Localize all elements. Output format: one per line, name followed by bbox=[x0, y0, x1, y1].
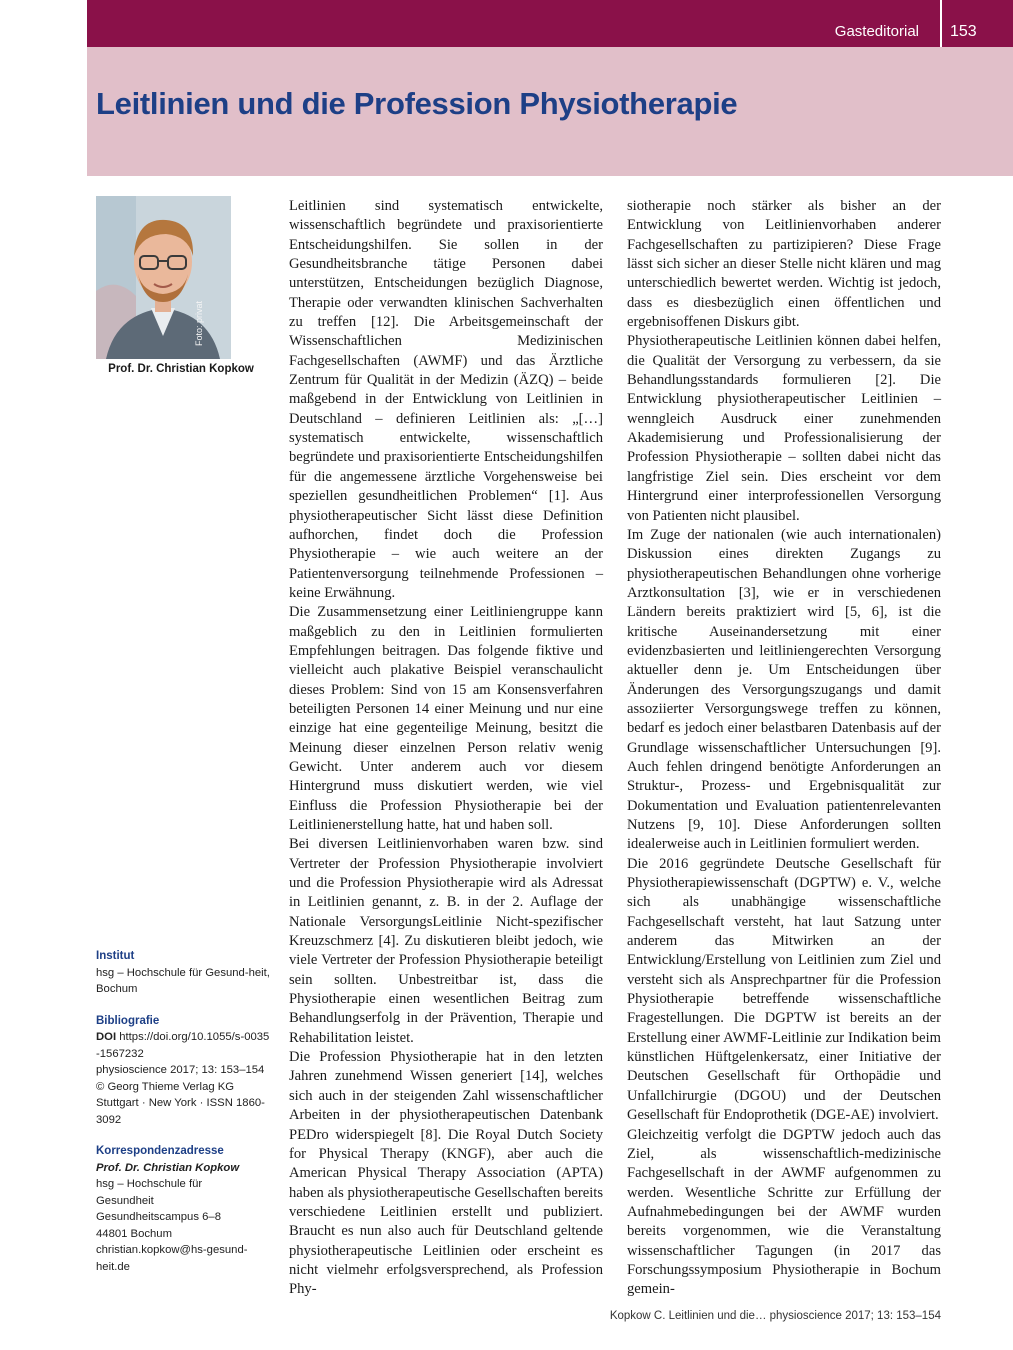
paragraph: Gleichzeitig verfolgt die DGPTW jedoch auch das Ziel, als wissenschaftlich-medizinische Fachgesellschaft in der AWMF aufgenommen zu werden. Wesentliche Schritte zur Erfüllung der Aufnahmebedingungen bei der AWMF wurden bereits vorgenommen, wie die Veranstaltung wissenschaftlicher Tagungen (in 2017 das Forschungssymposium Physiotherapie in Bochum gemein- bbox=[627, 1126, 941, 1298]
doi-link[interactable]: https://doi.org/10.1055/s-0035-1567232 bbox=[96, 1031, 270, 1060]
citation-text: physioscience 2017; 13: 153–154 © Georg Thieme Verlag KG Stuttgart · New York · ISSN 1860-3092 bbox=[96, 1064, 265, 1126]
author-name: Prof. Dr. Christian Kopkow bbox=[96, 1161, 240, 1174]
address-line: Gesundheitscampus 6–8 bbox=[96, 1211, 221, 1223]
paragraph: Leitlinien sind systematisch entwickelte, wissenschaftlich begründete und praxisorientierte Entscheidungshilfen. Sie sollen in der Gesundheitsbranche tätige Personen dabei unterstützen, Entscheidungen bezüglich Diagnose, Therapie oder verwandten klinischen Sachverhalten zu treffen [12]. Die Arbeitsgemeinschaft der Wissenschaftlichen Medizinischen Fachgesellschaften (AWMF) und das Ärztliche Zentrum für Qualität in der Medizin (ÄZQ) – beide maßgebend in der Entwicklung von Leitlinien in Deutschland – definieren Leitlinien als: „[…] systematisch entwickelte, wissenschaftlich begründete und praxisorientierte Entscheidungshilfen für die angemessene ärztliche Vorgehensweise bei speziellen gesundheitlichen Problemen“ [1]. Aus physiotherapeutischer Sicht lässt diese Definition aufhorchen, findet doch die Profession Physiotherapie – wie auch weitere an der Patientenversorgung teilnehmende Professionen – keine Erwähnung. bbox=[289, 198, 603, 601]
header-divider bbox=[940, 0, 942, 47]
author-photo bbox=[96, 196, 231, 359]
body-column-left bbox=[289, 197, 603, 1300]
photo-caption: Prof. Dr. Christian Kopkow bbox=[108, 363, 254, 375]
photo-credit: Foto: privat bbox=[194, 300, 204, 346]
institute-text: hsg – Hochschule für Gesund-heit, Bochum bbox=[96, 966, 270, 995]
section-label: Gasteditorial bbox=[834, 23, 919, 40]
paragraph: Die 2016 gegründete Deutsche Gesellschaft für Physiotherapiewissenschaft (DGPTW) e. V., welche sich als unabhängige wissenschaftliche Fachgesellschaft versteht, hat laut Satzung unter anderem das Mitwirken an der Entwicklung/Erstellung von Leitlinien zum Ziel und versteht sich als Ansprechpartner für die Profession Physiotherapie betreffende wissenschaftliche Fragestellungen. Die DGPTW ist bereits an der Erstellung einer AWMF-Leitlinie zur Indikation beim künstlichen Hüftgelenkersatz, einer Initiative der Deutschen Gesellschaft für Orthopädie und Unfallchirurgie (DGOU) und der Deutschen Gesellschaft für Endoprothetik (DGE-AE) involviert. bbox=[627, 855, 941, 1124]
page-number: 153 bbox=[950, 23, 977, 40]
institute-heading: Institut bbox=[96, 950, 135, 962]
address-line: 44801 Bochum bbox=[96, 1227, 172, 1240]
paragraph: Im Zuge der nationalen (wie auch internationalen) Diskussion eines direkten Zugangs zu physiotherapeutischen Behandlungen ohne vorherige Arztkonsultation [3], wie er in verschiedenen Ländern bereits praktiziert wird [5, 6], ist die kritische Auseinandersetzung mit einer evidenzbasierten und leitliniengerechten Versorgung aktueller denn je. Um Entscheidungen über Änderungen des Versorgungszugangs und damit assoziierter Versorgungswege treffen zu können, bedarf es jedoch einer belastbaren Datenbasis auf der Grundlage wissenschaftlicher Untersuchungen [9]. Auch fehlen dringend benötigte Anforderungen an Struktur-, Prozess- und Ergebnisqualität zur Dokumentation und Evaluation patientenrelevanten Nutzens [9, 10]. Diese Anforderungen sollten idealerweise auch in Leitlinien formuliert werden. bbox=[627, 526, 941, 853]
paragraph: Physiotherapeutische Leitlinien können dabei helfen, die Qualität der Versorgung zu verbessern, da sie Behandlungsstandards formulieren [2]. Die Entwicklung physiotherapeutischer Leitlinien – wenngleich Ausdruck einer zunehmenden Akademisierung und Professionalisierung der Profession Physiotherapie – sollten dabei nicht das langfristige Ziel sein. Dies erscheint vor dem Hintergrund einer interprofessionellen Versorgung von Patienten nicht plausibel. bbox=[627, 333, 941, 524]
address-line: Gesundheit bbox=[96, 1194, 154, 1207]
email-link[interactable]: christian.kopkow@hs-gesund-heit.de bbox=[96, 1244, 248, 1273]
paragraph: Die Profession Physiotherapie hat in den letzten Jahren zunehmend Wissen generiert [14], welches sich auch in der steigenden Zahl wissenschaftlicher Arbeiten in der physiotherapeutischen Datenbank PEDro widerspiegelt [8]. Die Royal Dutch Society for Physical Therapy (KNGF), aber auch die American Physical Therapy Association (APTA) haben als physiotherapeutische Gesellschaften bereits verschiedene Leitlinien erstellt und publiziert. Braucht es nun also auch für Deutschland geltende physiotherapeutische Leitlinien oder erscheint es nicht vielmehr erfolgsversprechend, als Profession Phy- bbox=[289, 1049, 603, 1298]
page-footer: Kopkow C. Leitlinien und die… physioscience 2017; 13: 153–154 bbox=[609, 1310, 941, 1322]
doi-label: DOI bbox=[96, 1031, 117, 1043]
article-title: Leitlinien und die Profession Physiotherapie bbox=[96, 86, 738, 121]
correspondence-block bbox=[96, 1143, 271, 1275]
correspondence-heading: Korrespondenzadresse bbox=[96, 1145, 224, 1157]
bibliography-block bbox=[96, 1013, 271, 1129]
paragraph: Die Zusammensetzung einer Leitliniengruppe kann maßgeblich zu den in Leitlinien formulierten Empfehlungen beitragen. Das folgende fiktive und vielleicht auch plakative Beispiel veranschaulicht dieses Problem: Sind von 15 am Konsensverfahren beteiligten Personen 14 einer Meinung und nur eine einzige hat eine gegenteilige Meinung, besitzt die Meinung dieser einzelnen Person relativ wenig Gewicht. Unter anderem auch vor diesem Hintergrund muss diskutiert werden, wie viel Einfluss die Profession Physiotherapie bei der Leitlinienerstellung hatte, hat und haben soll. bbox=[289, 604, 603, 833]
doi-line bbox=[96, 1029, 271, 1062]
article-info-sidebar bbox=[96, 948, 271, 1290]
address-line: hsg – Hochschule für bbox=[96, 1178, 203, 1190]
paragraph: siotherapie noch stärker als bisher an der Entwicklung von Leitlinienvorhaben anderer Fachgesellschaften zu partizipieren? Diese Frage lässt sich sicher an dieser Stelle nicht klären und mag unterschiedlich bewertet werden. Wichtig ist jedoch, dass es diesbezüglich einen öffentlichen und ergebnisoffenen Diskurs gibt. bbox=[627, 198, 941, 331]
bibliography-heading: Bibliografie bbox=[96, 1014, 160, 1027]
body-column-right bbox=[627, 197, 941, 1300]
paragraph: Bei diversen Leitlinienvorhaben waren bzw. sind Vertreter der Profession Physiotherapie involviert und die Profession Physiotherapie wird als Adressat in Leitlinien genannt, z. B. in der 2. Auflage der Nationale VersorgungsLeitlinie Nicht-spezifischer Kreuzschmerz [4]. Zu diskutieren bleibt jedoch, wie viele Vertreter der Profession Physiotherapie beteiligt sein sollten. Unbestreitbar ist, dass die Physiotherapie einen wesentlichen Beitrag zum Behandlungserfolg in der Prävention, Therapie und Rehabilitation leistet. bbox=[289, 836, 603, 1046]
institute-block bbox=[96, 948, 271, 998]
